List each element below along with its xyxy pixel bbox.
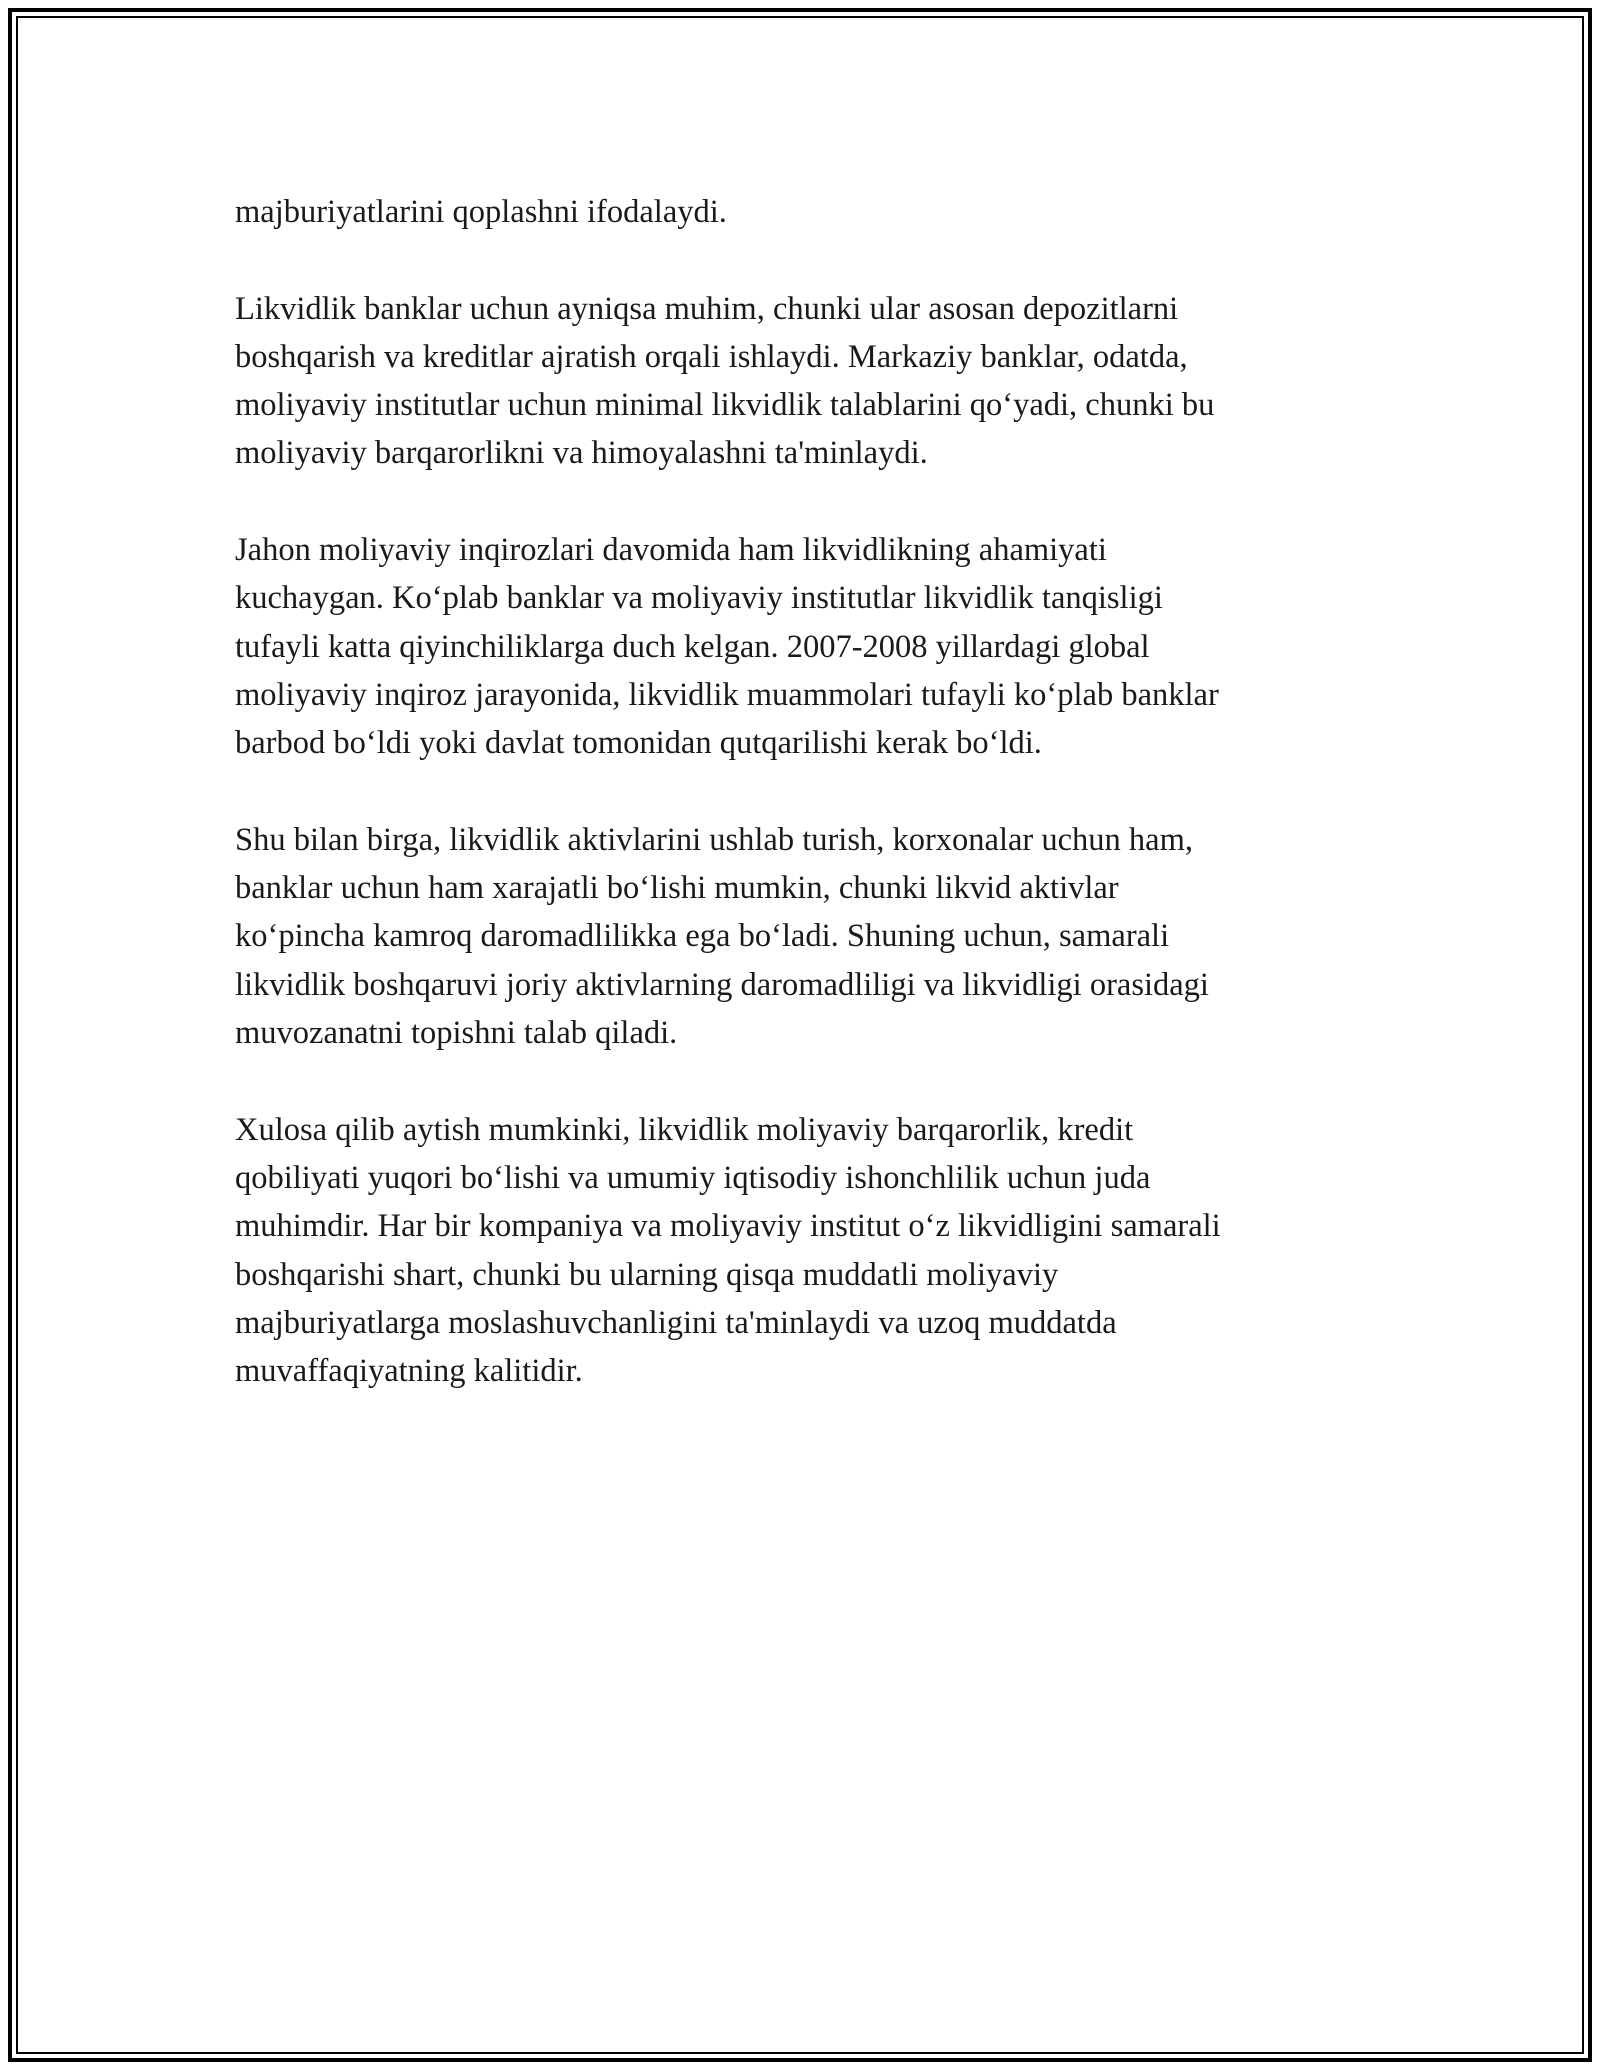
text-line: majburiyatlarga moslashuvchanligini ta'minlaydi va uzoq muddatda	[235, 1304, 1117, 1341]
text-line: barbod bo‘ldi yoki davlat tomonidan qutqarilishi kerak bo‘ldi.	[235, 725, 1042, 762]
text-line: muvozanatni topishni talab qiladi.	[235, 1015, 678, 1052]
text-line: kuchaygan. Ko‘plab banklar va moliyaviy institutlar likvidlik tanqisligi	[235, 580, 1163, 617]
paragraph-1	[235, 188, 1375, 236]
text-line: muhimdir. Har bir kompaniya va moliyaviy institut o‘z likvidligini samarali	[235, 1208, 1221, 1245]
text-line: ko‘pincha kamroq daromadlilikka ega bo‘ladi. Shuning uchun, samarali	[235, 918, 1170, 955]
text-line: majburiyatlarini qoplashni ifodalaydi.	[235, 194, 727, 230]
text-line: qobiliyati yuqori bo‘lishi va umumiy iqtisodiy ishonchlilik uchun juda	[235, 1159, 1151, 1196]
text-line: moliyaviy inqiroz jarayonida, likvidlik muammolari tufayli ko‘plab banklar	[235, 676, 1219, 713]
text-line: boshqarishi shart, chunki bu ularning qisqa muddatli moliyaviy	[235, 1256, 1059, 1293]
text-line: moliyaviy barqarorlikni va himoyalashni ta'minlaydi.	[235, 435, 928, 472]
paragraph-4	[235, 816, 1375, 1057]
text-line: boshqarish va kreditlar ajratish orqali ishlaydi. Markaziy banklar, odatda,	[235, 338, 1188, 375]
paragraph-2	[235, 285, 1375, 478]
text-line: Likvidlik banklar uchun ayniqsa muhim, chunki ular asosan depozitlarni	[235, 290, 1179, 327]
document-body	[235, 188, 1375, 1444]
text-line: Xulosa qilib aytish mumkinki, likvidlik moliyaviy barqarorlik, kredit	[235, 1111, 1134, 1148]
text-line: tufayli katta qiyinchiliklarga duch kelgan. 2007-2008 yillardagi global	[235, 628, 1150, 665]
text-line: Jahon moliyaviy inqirozlari davomida ham likvidlikning ahamiyati	[235, 532, 1107, 569]
paragraph-5	[235, 1106, 1375, 1396]
text-line: Shu bilan birga, likvidlik aktivlarini ushlab turish, korxonalar uchun ham,	[235, 821, 1194, 858]
text-line: muvaffaqiyatning kalitidir.	[235, 1353, 583, 1390]
text-line: moliyaviy institutlar uchun minimal likvidlik talablarini qo‘yadi, chunki bu	[235, 387, 1215, 424]
text-line: likvidlik boshqaruvi joriy aktivlarning daromadliligi va likvidligi orasidagi	[235, 966, 1209, 1003]
paragraph-3	[235, 526, 1375, 767]
text-line: banklar uchun ham xarajatli bo‘lishi mumkin, chunki likvid aktivlar	[235, 870, 1119, 907]
